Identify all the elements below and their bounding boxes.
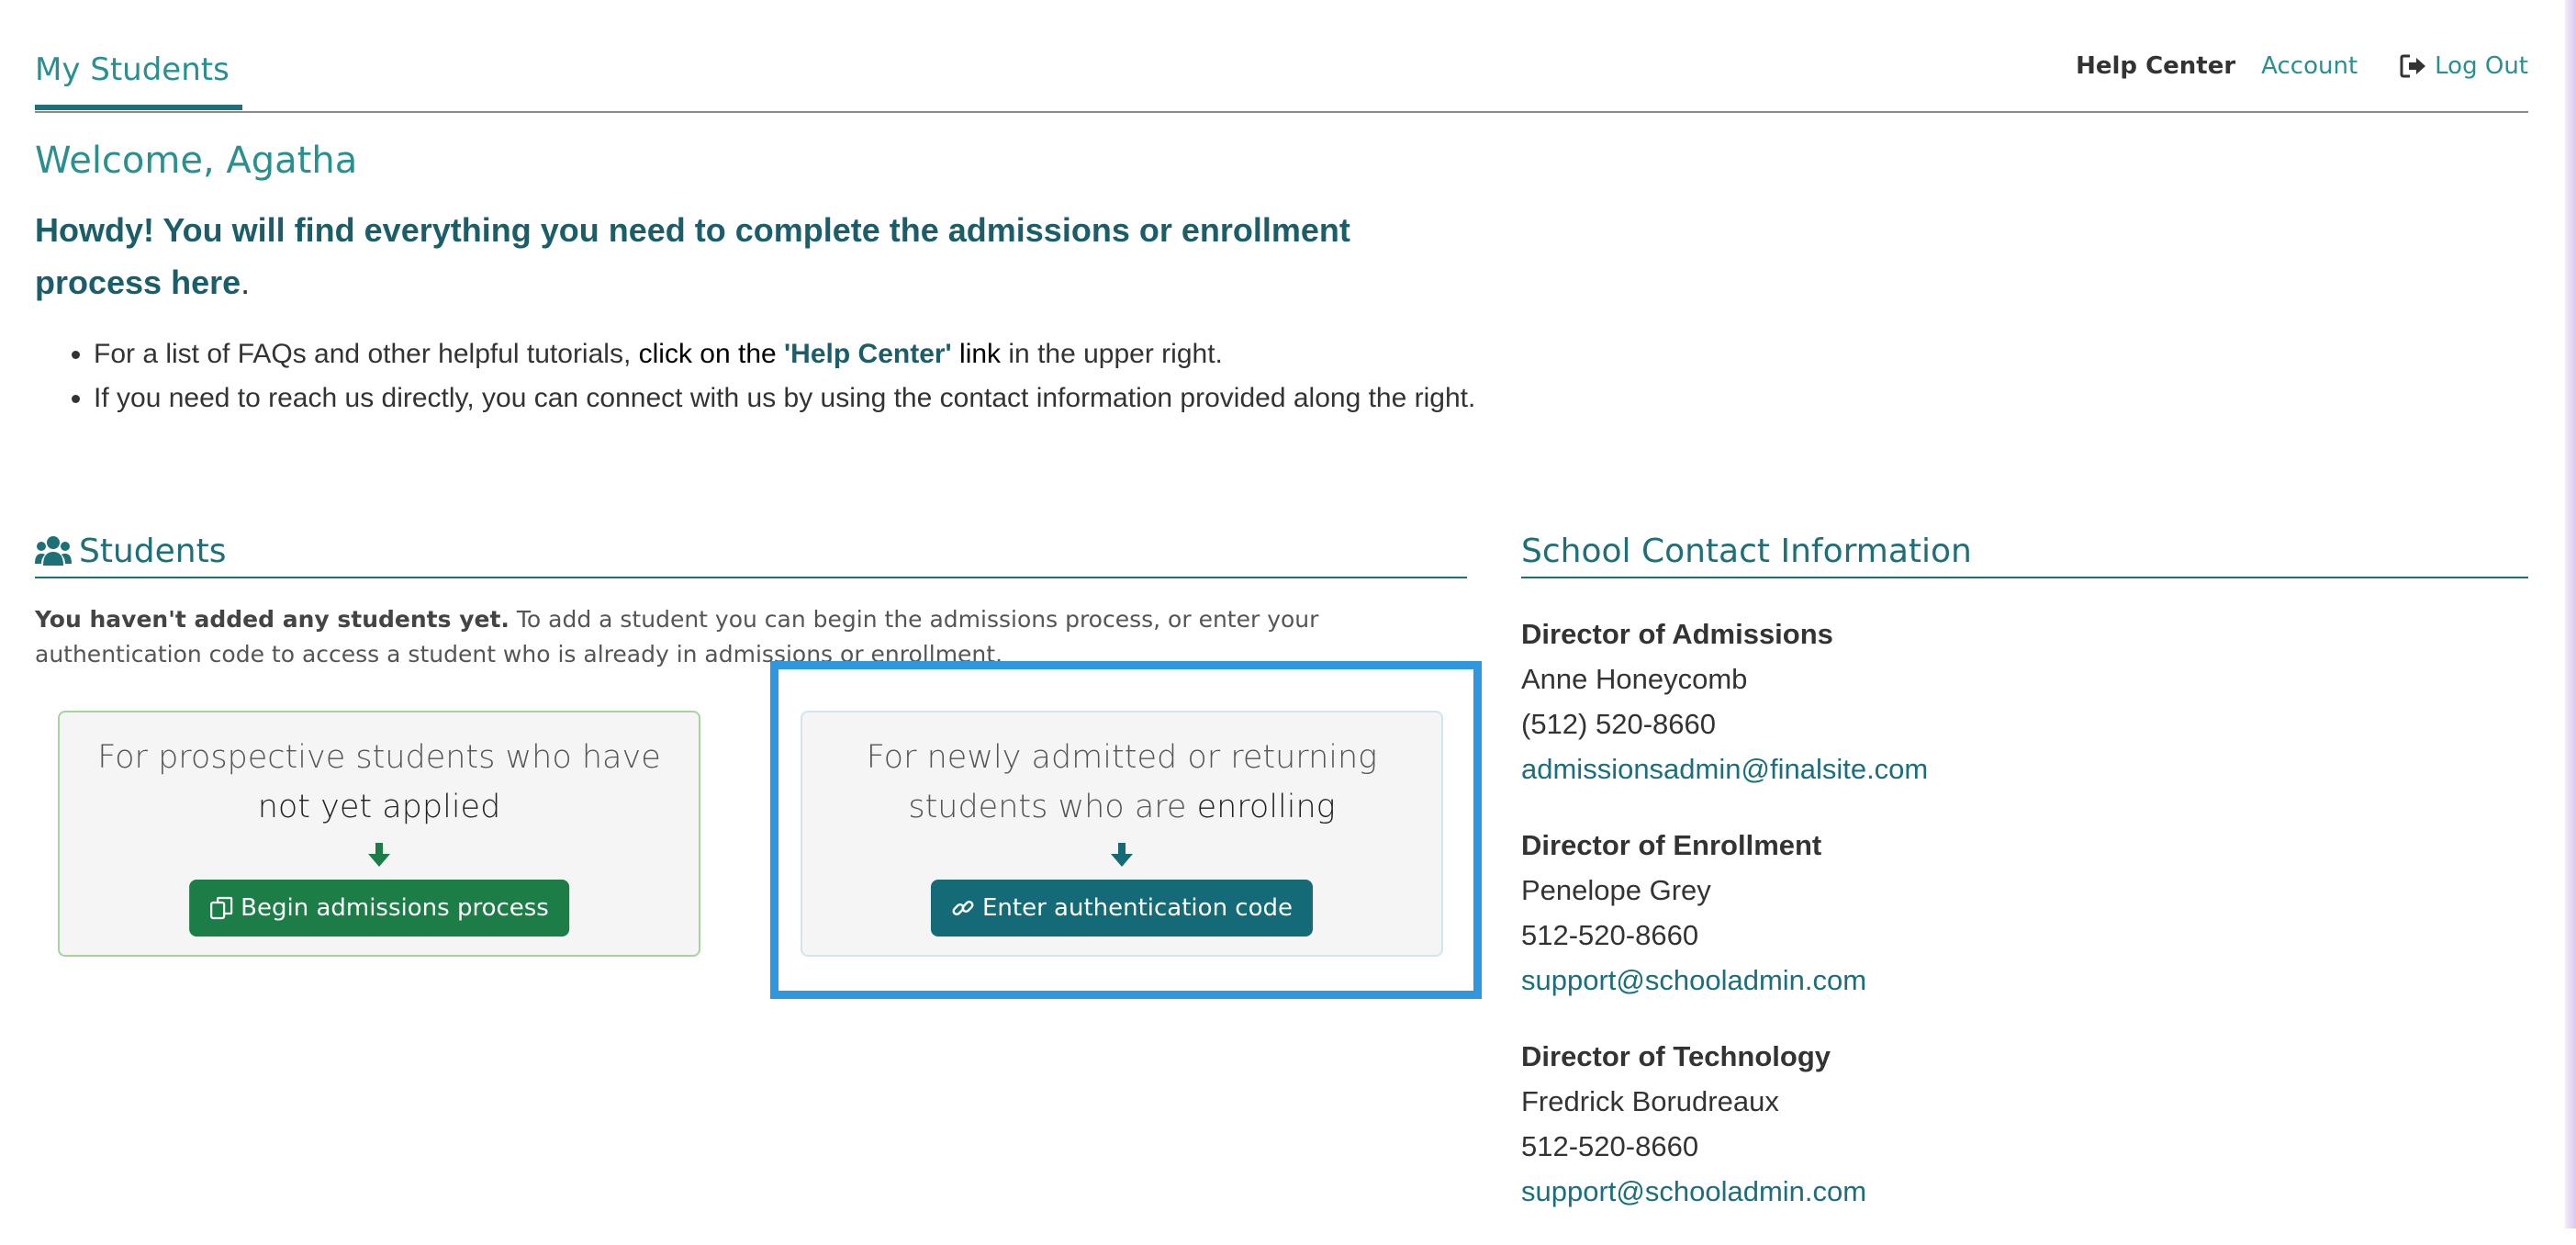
- contact-title: Director of Admissions: [1521, 618, 1833, 650]
- intro-main: Howdy! You will find everything you need to complete the admissions or enrollment process here: [35, 211, 1350, 301]
- window-edge: [2565, 0, 2576, 1228]
- bullet1-click: click on the: [638, 339, 785, 369]
- enrolling-text: For newly admitted or returning students who are: [866, 739, 1378, 825]
- intro-text: [35, 204, 1412, 308]
- students-divider: [35, 577, 1467, 578]
- help-center-link[interactable]: Help Center: [2076, 52, 2236, 80]
- tab-my-students[interactable]: My Students: [35, 51, 230, 88]
- contact-list: [1521, 611, 2531, 1245]
- bullet1-help-center-link[interactable]: 'Help Center': [784, 339, 952, 369]
- begin-admissions-button[interactable]: [189, 880, 569, 937]
- begin-admissions-label: Begin admissions process: [241, 894, 549, 922]
- contact-title: Director of Technology: [1521, 1040, 1831, 1072]
- contact-divider: [1521, 577, 2528, 578]
- copy-icon: [209, 896, 233, 920]
- bullet1-end: in the upper right.: [1001, 339, 1223, 369]
- enrolling-emphasis: enrolling: [1196, 789, 1336, 825]
- prospective-text: For prospective students who have: [97, 739, 661, 776]
- users-icon: [35, 534, 72, 567]
- sign-out-icon: [2400, 53, 2427, 79]
- contact-phone: (512) 520-8660: [1521, 708, 1716, 740]
- contact-name: Anne Honeycomb: [1521, 663, 1748, 695]
- bullet-help-center: [94, 332, 1526, 376]
- prospective-card-text: [74, 733, 684, 832]
- welcome-title: Welcome, Agatha: [35, 140, 358, 182]
- intro-period: .: [241, 264, 251, 301]
- contact-email-link[interactable]: support@schooladmin.com: [1521, 964, 1867, 996]
- nav-links: [2076, 48, 2528, 84]
- contact-enrollment: [1521, 823, 2531, 1003]
- bullet-contact: • If you need to reach us directly, you can connect with us by using the contact information provided along the right.: [94, 376, 1526, 421]
- contact-technology: [1521, 1034, 2531, 1214]
- log-out-label: Log Out: [2435, 52, 2528, 80]
- nav-divider: [35, 111, 2528, 113]
- contact-email-link[interactable]: admissionsadmin@finalsite.com: [1521, 753, 1929, 785]
- contact-admissions: [1521, 611, 2531, 791]
- students-heading-label: Students: [79, 532, 227, 570]
- contact-title: Director of Enrollment: [1521, 829, 1822, 861]
- students-heading: [35, 527, 226, 575]
- bullet1-text: For a list of FAQs and other helpful tutorials,: [94, 339, 639, 369]
- account-link[interactable]: Account: [2261, 52, 2358, 80]
- contact-heading: School Contact Information: [1521, 532, 1972, 570]
- bullet1-link-word: link: [951, 339, 1002, 369]
- top-nav: [35, 0, 2528, 114]
- log-out-link[interactable]: [2400, 52, 2528, 80]
- highlight-box: [770, 661, 1482, 999]
- contact-email-link[interactable]: support@schooladmin.com: [1521, 1175, 1867, 1207]
- active-tab-indicator: [35, 105, 242, 110]
- prospective-card: [58, 711, 700, 957]
- help-bullets: [35, 332, 1526, 421]
- students-desc-bold: You haven't added any students yet.: [35, 606, 510, 633]
- arrow-down-icon: [365, 841, 393, 869]
- prospective-emphasis: not yet applied: [257, 789, 501, 825]
- contact-phone: 512-520-8660: [1521, 1130, 1699, 1162]
- students-desc-rest: To add a student you can begin the admissions process, or enter your authentication code to access a student who is already in admissions or enrollment.: [35, 606, 1319, 667]
- enter-auth-code-label: Enter authentication code: [981, 894, 1294, 922]
- contact-phone: 512-520-8660: [1521, 919, 1699, 951]
- contact-name: Fredrick Borudreaux: [1521, 1085, 1779, 1117]
- contact-name: Penelope Grey: [1521, 874, 1711, 906]
